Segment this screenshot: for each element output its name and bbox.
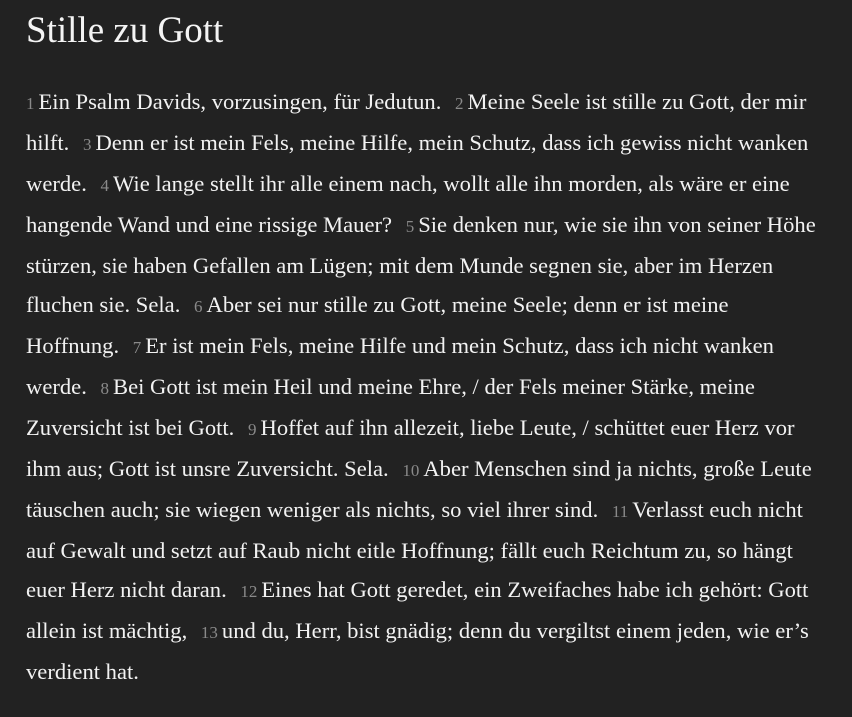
verse-text: Verlasst euch nicht auf Gewalt und setzt auf Raub nicht eitle Hoffnung; fällt euch Reichtum zu, so hängt euer Herz nicht daran. [26, 497, 803, 602]
verse-number: 1 [26, 94, 35, 113]
psalm-text [26, 82, 826, 691]
verse-1 [26, 89, 441, 114]
verse-number: 8 [100, 379, 109, 398]
verse-number: 5 [405, 217, 415, 236]
verse-number: 7 [132, 338, 142, 357]
verse-text: Eines hat Gott geredet, ein Zweifaches habe ich gehört: Gott allein ist mächtig, [26, 577, 809, 643]
verse-number: 4 [100, 176, 109, 195]
verse-text: Meine Seele ist stille zu Gott, der mir hilft. [26, 89, 807, 155]
verse-number: 3 [82, 135, 92, 154]
verse-number: 6 [194, 297, 203, 316]
verse-number: 13 [200, 623, 218, 642]
verse-text: Bei Gott ist mein Heil und meine Ehre, / der Fels meiner Stärke, meine Zuversicht ist bei Gott. [26, 374, 755, 440]
verse-number: 12 [240, 582, 258, 601]
verse-text: Wie lange stellt ihr alle einem nach, wollt alle ihn morden, als wäre er eine hangende Wand und eine rissige Mauer? [26, 171, 790, 237]
verse-text: Aber sei nur stille zu Gott, meine Seele; denn er ist meine Hoffnung. [26, 292, 729, 358]
verse-text: Ein Psalm Davids, vorzusingen, für Jedutun. [38, 89, 442, 114]
verse-number: 2 [455, 94, 464, 113]
page-title: Stille zu Gott [26, 10, 224, 51]
verse-text: Er ist mein Fels, meine Hilfe und mein Schutz, dass ich nicht wanken werde. [26, 333, 774, 399]
verse-number: 11 [611, 502, 629, 521]
verse-text: Aber Menschen sind ja nichts, große Leute täuschen auch; sie wiegen weniger als nichts, so viel ihrer sind. [26, 456, 812, 522]
verse-number: 9 [248, 420, 257, 439]
verse-text: und du, Herr, bist gnädig; denn du vergiltst einem jeden, wie er’s verdient hat. [26, 618, 809, 684]
verse-text: Sie denken nur, wie sie ihn von seiner Höhe stürzen, sie haben Gefallen am Lügen; mit dem Munde segnen sie, aber im Herzen fluchen sie. Sela. [26, 212, 816, 317]
verse-text: Hoffet auf ihn allezeit, liebe Leute, / schüttet euer Herz vor ihm aus; Gott ist unsre Zuversicht. Sela. [26, 415, 795, 481]
verse-number: 10 [402, 461, 420, 480]
verse-text: Denn er ist mein Fels, meine Hilfe, mein Schutz, dass ich gewiss nicht wanken werde. [26, 130, 809, 196]
